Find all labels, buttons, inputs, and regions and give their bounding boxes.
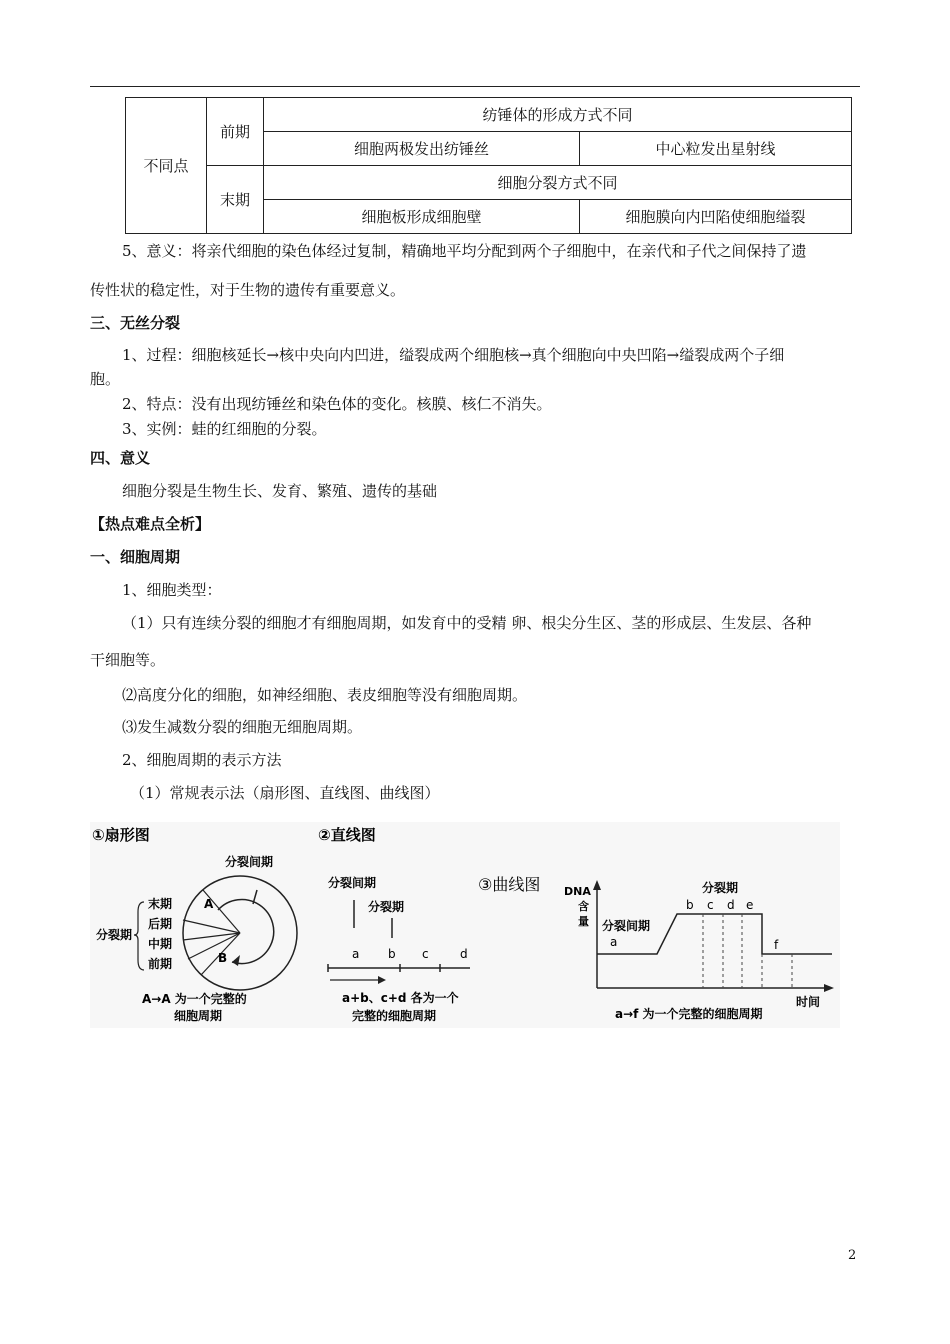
cell-types-1-line-2: 干细胞等。 [90, 651, 166, 669]
page-number: 2 [848, 1248, 857, 1263]
sec4-text: 细胞分裂是生物生长、发育、繁殖、遗传的基础 [122, 482, 438, 500]
brace-icon [134, 902, 144, 970]
fan-phase-anaphase: 后期 [148, 917, 173, 931]
prophase-plant: 细胞两极发出纺锤丝 [264, 132, 580, 166]
svg-text:DNA: DNA [564, 885, 591, 898]
line-tick-b: b [388, 947, 396, 961]
fan-caption-1: A→A 为一个完整的 [142, 992, 247, 1006]
section-3-title: 三、无丝分裂 [90, 314, 181, 332]
prophase-header: 纺锤体的形成方式不同 [264, 98, 852, 132]
curve-caption: a→f 为一个完整的细胞周期 [615, 1007, 763, 1021]
curve-point-c: c [707, 898, 714, 912]
header-rule [90, 86, 860, 87]
cell-types-1-line-1: （1）只有连续分裂的细胞才有细胞周期，如发育中的受精 卵、根尖分生区、茎的形成层、生发层、各种 [122, 614, 812, 632]
sec3-process-line-1: 1、过程：细胞核延长→核中央向内凹进，缢裂成两个细胞核→真个细胞向中央凹陷→缢裂成两个子细 [122, 346, 785, 364]
telophase-animal: 细胞膜向内凹陷使细胞缢裂 [580, 200, 852, 234]
arrow-right-icon [824, 984, 834, 992]
fan-caption-2: 细胞周期 [174, 1009, 223, 1023]
telophase-label: 末期 [207, 166, 264, 234]
curve-title: ③曲线图 [478, 875, 541, 894]
curve-x-label: 时间 [796, 995, 821, 1009]
section-4-title: 四、意义 [90, 449, 151, 467]
curve-diagram [478, 875, 834, 1021]
fan-title: ①扇形图 [92, 826, 150, 844]
svg-text:含: 含 [578, 900, 589, 913]
svg-text:量: 量 [578, 915, 589, 928]
curve-division-label: 分裂期 [702, 881, 739, 895]
curve-interphase-label: 分裂间期 [602, 919, 651, 933]
curve-point-f: f [774, 938, 779, 952]
sec3-example: 3、实例：蛙的红细胞的分裂。 [122, 420, 327, 438]
svg-text:A: A [204, 897, 214, 911]
cell-types-3: ⑶发生减数分裂的细胞无细胞周期。 [122, 718, 363, 736]
line-caption-2: 完整的细胞周期 [352, 1009, 437, 1023]
prophase-animal: 中心粒发出星射线 [580, 132, 852, 166]
fan-diagram [92, 826, 297, 1023]
significance-line-2: 传性状的稳定性，对于生物的遗传有重要意义。 [90, 281, 406, 299]
cell-types-heading: 1、细胞类型： [122, 581, 222, 599]
fan-phase-metaphase: 中期 [148, 937, 173, 951]
telophase-header: 细胞分裂方式不同 [264, 166, 852, 200]
cell-types-2: ⑵高度分化的细胞，如神经细胞、表皮细胞等没有细胞周期。 [122, 686, 528, 704]
svg-text:B: B [218, 951, 228, 965]
line-interphase-label: 分裂间期 [328, 876, 377, 890]
fan-phase-telophase: 末期 [148, 897, 173, 911]
representation-heading: 2、细胞周期的表示方法 [122, 751, 282, 769]
line-diagram [318, 826, 470, 1023]
fan-interphase-label: 分裂间期 [225, 855, 274, 869]
line-division-label: 分裂期 [368, 900, 405, 914]
line-title: ②直线图 [318, 826, 376, 844]
line-tick-a: a [352, 947, 360, 961]
cell-cycle-figure [90, 822, 840, 1028]
sec3-feature: 2、特点：没有出现纺锤丝和染色体的变化。核膜、核仁不消失。 [122, 395, 552, 413]
arrow-up-icon [593, 880, 601, 890]
significance-line-1: 5、意义：将亲代细胞的染色体经过复制，精确地平均分配到两个子细胞中，在亲代和子代之间保持了遗 [122, 242, 807, 260]
line-tick-d: d [460, 947, 468, 961]
curve-point-d: d [727, 898, 735, 912]
curve-point-e: e [746, 898, 754, 912]
table-label: 不同点 [126, 98, 207, 234]
arrow-right-icon [378, 976, 386, 984]
sec3-process-line-2: 胞。 [90, 370, 121, 388]
curve-point-b: b [686, 898, 694, 912]
prophase-label: 前期 [207, 98, 264, 166]
cell-cycle-title: 一、细胞周期 [90, 548, 181, 566]
line-caption-1: a+b、c+d 各为一个 [342, 991, 459, 1005]
telophase-plant: 细胞板形成细胞壁 [264, 200, 580, 234]
representation-methods: （1）常规表示法（扇形图、直线图、曲线图） [130, 784, 440, 802]
line-tick-c: c [422, 947, 429, 961]
cell-cycle-diagrams [90, 822, 840, 1028]
comparison-table [125, 97, 852, 234]
fan-phase-prophase: 前期 [148, 957, 173, 971]
fan-division-label: 分裂期 [96, 928, 133, 942]
hot-topic-title: 【热点难点全析】 [90, 515, 211, 533]
curve-point-a: a [610, 935, 618, 949]
